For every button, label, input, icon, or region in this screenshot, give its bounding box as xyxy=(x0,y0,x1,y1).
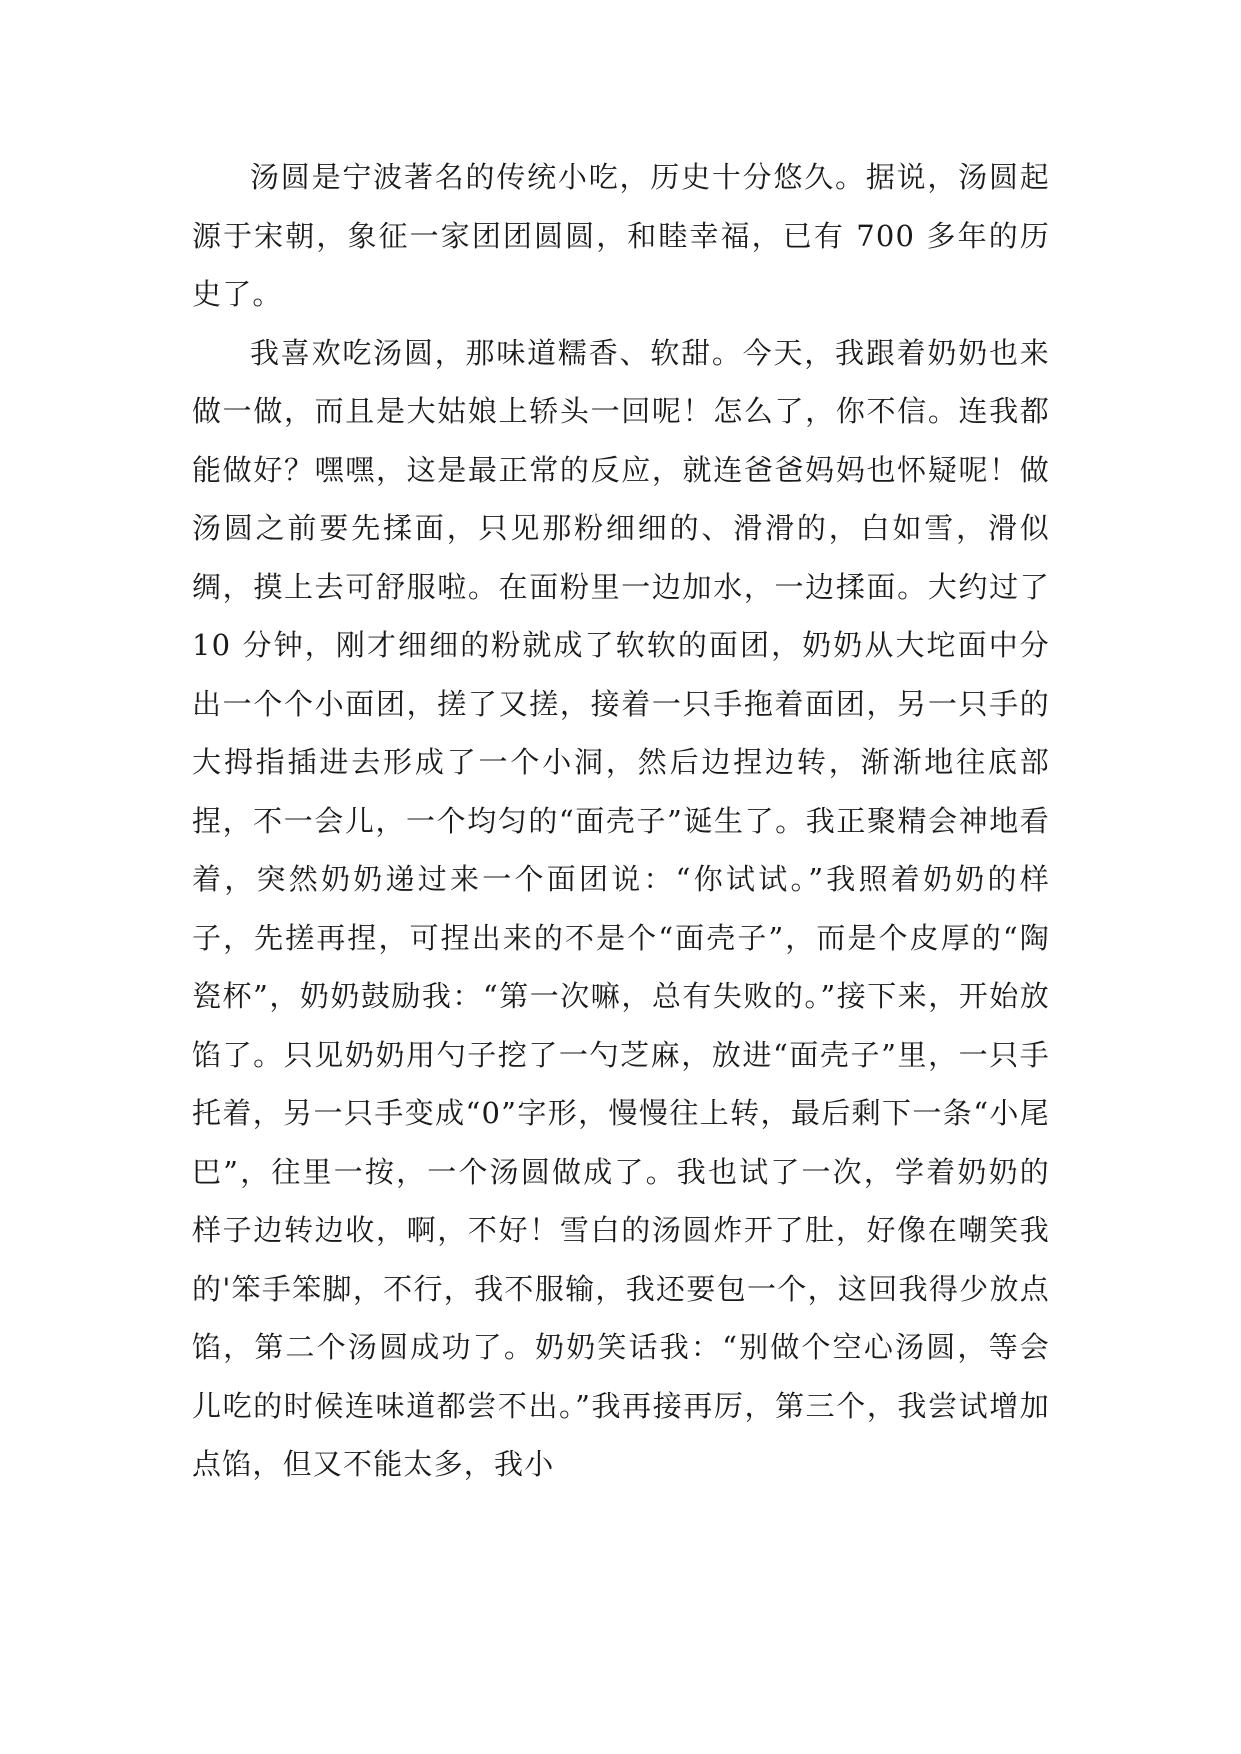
paragraph-intro: 汤圆是宁波著名的传统小吃，历史十分悠久。据说，汤圆起源于宋朝，象征一家团团圆圆，和睦幸福，已有 700 多年的历史了。 xyxy=(192,160,1050,311)
document-body xyxy=(192,148,1050,1494)
paragraph-story: 我喜欢吃汤圆，那味道糯香、软甜。今天，我跟着奶奶也来做一做，而且是大姑娘上轿头一回呢！怎么了，你不信。连我都能做好？嘿嘿，这是最正常的反应，就连爸爸妈妈也怀疑呢！做汤圆之前要先揉面，只见那粉细细的、滑滑的，白如雪，滑似绸，摸上去可舒服啦。在面粉里一边加水，一边揉面。大约过了 10 分钟，刚才细细的粉就成了软软的面团，奶奶从大坨面中分出一个个小面团，搓了又搓，接着一只手拖着面团，另一只手的大拇指插进去形成了一个小洞，然后边捏边转，渐渐地往底部捏，不一会儿，一个均匀的“面壳子”诞生了。我正聚精会神地看着，突然奶奶递过来一个面团说：“你试试。”我照着奶奶的样子，先搓再捏，可捏出来的不是个“面壳子”，而是个皮厚的“陶瓷杯”，奶奶鼓励我：“第一次嘛，总有失败的。”接下来，开始放馅了。只见奶奶用勺子挖了一勺芝麻，放进“面壳子”里，一只手托着，另一只手变成“0”字形，慢慢往上转，最后剩下一条“小尾巴”，往里一按，一个汤圆做成了。我也试了一次，学着奶奶的样子边转边收，啊，不好！雪白的汤圆炸开了肚，好像在嘲笑我的'笨手笨脚，不行，我不服输，我还要包一个，这回我得少放点馅，第二个汤圆成功了。奶奶笑话我：“别做个空心汤圆，等会儿吃的时候连味道都尝不出。”我再接再厉，第三个，我尝试增加点馅，但又不能太多，我小 xyxy=(192,335,1050,1481)
